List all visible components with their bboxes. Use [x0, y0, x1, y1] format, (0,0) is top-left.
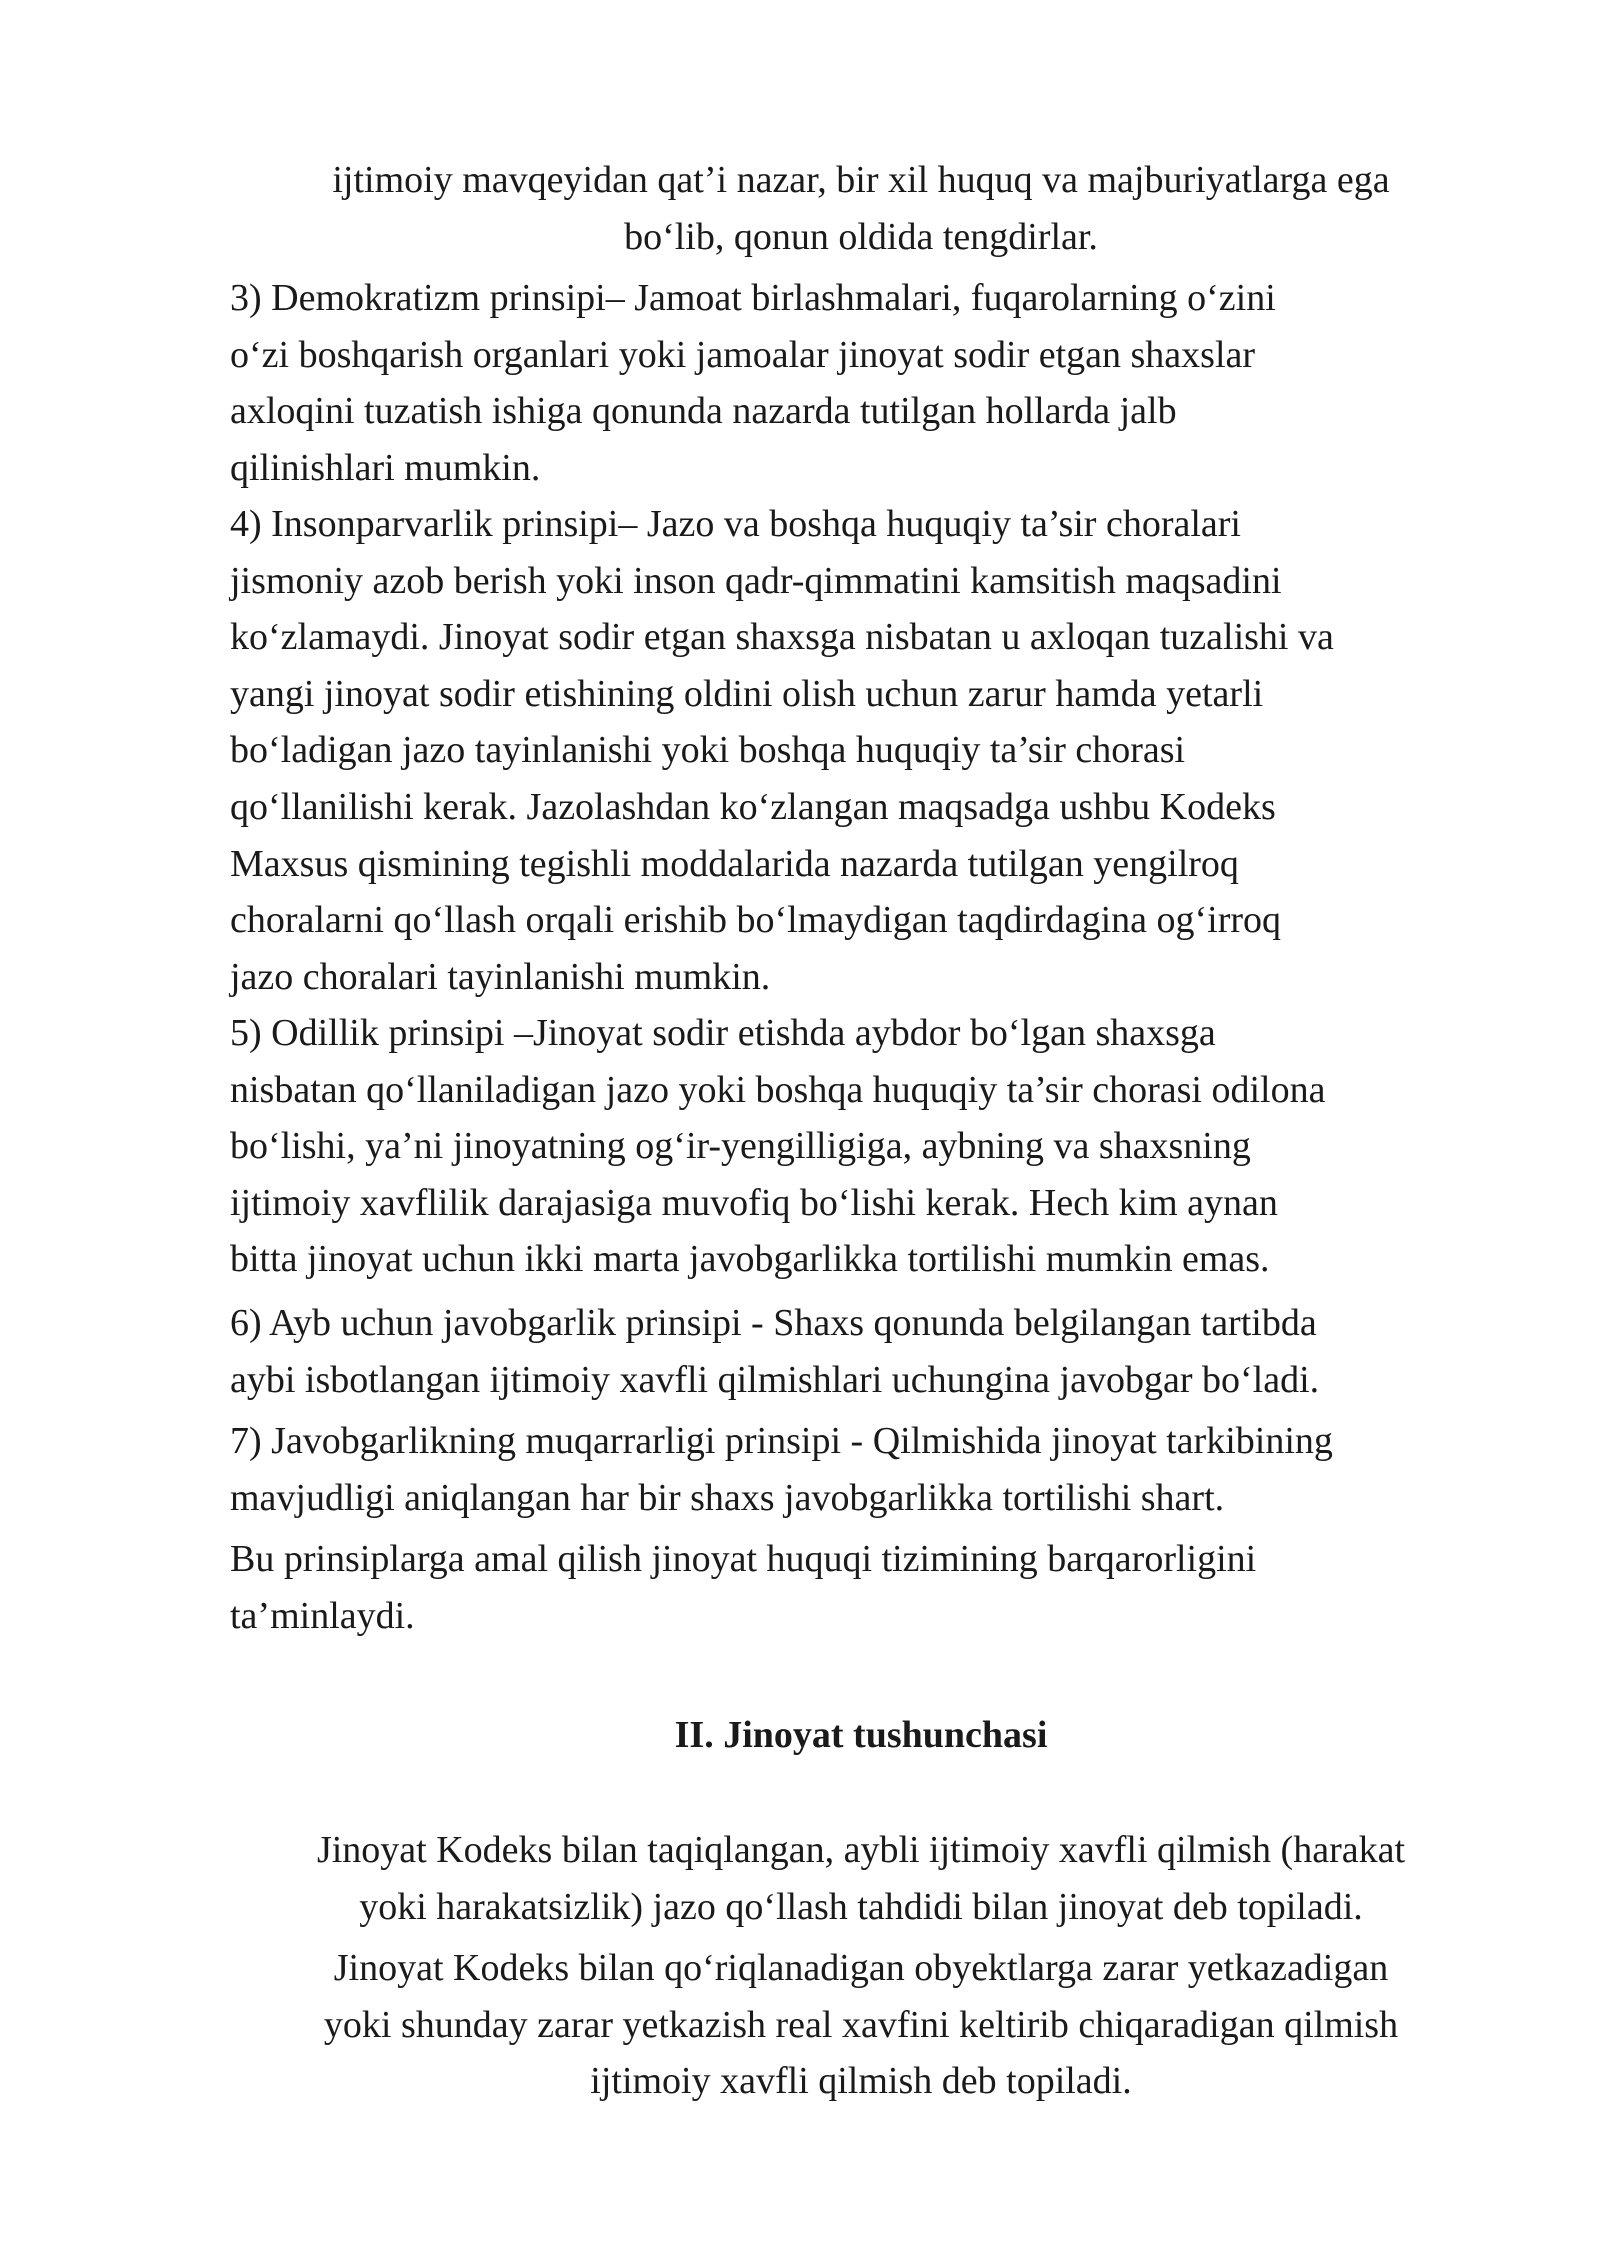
text-line: ijtimoiy xavfli qilmish deb topiladi.	[590, 2060, 1132, 2103]
dangerous-act-definition	[230, 1940, 1492, 2110]
text-line: Maxsus qismining tegishli moddalarida nazarda tutilgan yengilroq	[230, 842, 1239, 885]
text-line: Jinoyat Kodeks bilan taqiqlangan, aybli ijtimoiy xavfli qilmish (harakat	[316, 1829, 1406, 1871]
text-line: choralarni qo‘llash orqali erishib bo‘lmaydigan taqdirdagina og‘irroq	[230, 899, 1282, 942]
intro-paragraph	[230, 152, 1492, 265]
text-line: aybi isbotlangan ijtimoiy xavfli qilmishlari uchungina javobgar bo‘ladi.	[230, 1358, 1320, 1401]
text-line: ijtimoiy mavqeyidan qat’i nazar, bir xil huquq va majburiyatlarga ega	[332, 159, 1390, 201]
principles-conclusion	[230, 1531, 1492, 1644]
text-line: jismoniy azob berish yoki inson qadr-qimmatini kamsitish maqsadini	[230, 559, 1282, 602]
text-line: yoki harakatsizlik) jazo qo‘llash tahdidi bilan jinoyat deb topiladi.	[359, 1885, 1363, 1928]
text-line: nisbatan qo‘llaniladigan jazo yoki boshqa huquqiy ta’sir chorasi odilona	[230, 1068, 1326, 1111]
crime-definition	[230, 1822, 1492, 1935]
section-heading: II. Jinoyat tushunchasi	[674, 1714, 1048, 1756]
text-line: 7) Javobgarlikning muqarrarligi prinsipi - Qilmishida jinoyat tarkibining	[230, 1420, 1333, 1462]
text-line: 3) Demokratizm prinsipi– Jamoat birlashmalari, fuqarolarning o‘zini	[230, 277, 1276, 319]
principle-inevitability	[230, 1413, 1492, 1526]
principle-humanism	[230, 496, 1492, 1005]
text-line: ko‘zlamaydi. Jinoyat sodir etgan shaxsga nisbatan u axloqan tuzalishi va	[230, 616, 1334, 659]
text-line: o‘zi boshqarish organlari yoki jamoalar jinoyat sodir etgan shaxslar	[230, 333, 1256, 376]
text-line: ta’minlaydi.	[230, 1594, 415, 1637]
text-line: yangi jinoyat sodir etishining oldini olish uchun zarur hamda yetarli	[230, 672, 1264, 715]
text-line: 6) Ayb uchun javobgarlik prinsipi - Shaxs qonunda belgilangan tartibda	[230, 1302, 1317, 1344]
text-line: Jinoyat Kodeks bilan qo‘riqlanadigan obyektlarga zarar yetkazadigan	[333, 1947, 1389, 1989]
text-line: mavjudligi aniqlangan har bir shaxs javobgarlikka tortilishi shart.	[230, 1476, 1225, 1519]
text-line: ijtimoiy xavflilik darajasiga muvofiq bo‘lishi kerak. Hech kim aynan	[230, 1181, 1278, 1224]
principle-democracy	[230, 270, 1492, 496]
text-line: bitta jinoyat uchun ikki marta javobgarlikka tortilishi mumkin emas.	[230, 1238, 1270, 1281]
text-line: bo‘lishi, ya’ni jinoyatning og‘ir-yengilligiga, aybning va shaxsning	[230, 1125, 1251, 1168]
text-line: bo‘ladigan jazo tayinlanishi yoki boshqa huquqiy ta’sir chorasi	[230, 729, 1186, 772]
principle-guilt-liability	[230, 1295, 1492, 1408]
text-line: bo‘lib, qonun oldida tengdirlar.	[624, 215, 1098, 258]
text-line: qo‘llanilishi kerak. Jazolashdan ko‘zlangan maqsadga ushbu Kodeks	[230, 785, 1276, 828]
text-line: yoki shunday zarar yetkazish real xavfini keltirib chiqaradigan qilmish	[323, 2003, 1399, 2046]
text-line: 4) Insonparvarlik prinsipi– Jazo va boshqa huquqiy ta’sir choralari	[230, 503, 1241, 545]
text-line: axloqini tuzatish ishiga qonunda nazarda tutilgan hollarda jalb	[230, 390, 1177, 433]
text-line: Bu prinsiplarga amal qilish jinoyat huquqi tizimining barqarorligini	[230, 1538, 1257, 1580]
principle-justice	[230, 1005, 1492, 1288]
text-line: jazo choralari tayinlanishi mumkin.	[230, 955, 771, 998]
text-line: 5) Odillik prinsipi –Jinoyat sodir etishda aybdor bo‘lgan shaxsga	[230, 1012, 1216, 1054]
text-line: qilinishlari mumkin.	[230, 446, 541, 489]
